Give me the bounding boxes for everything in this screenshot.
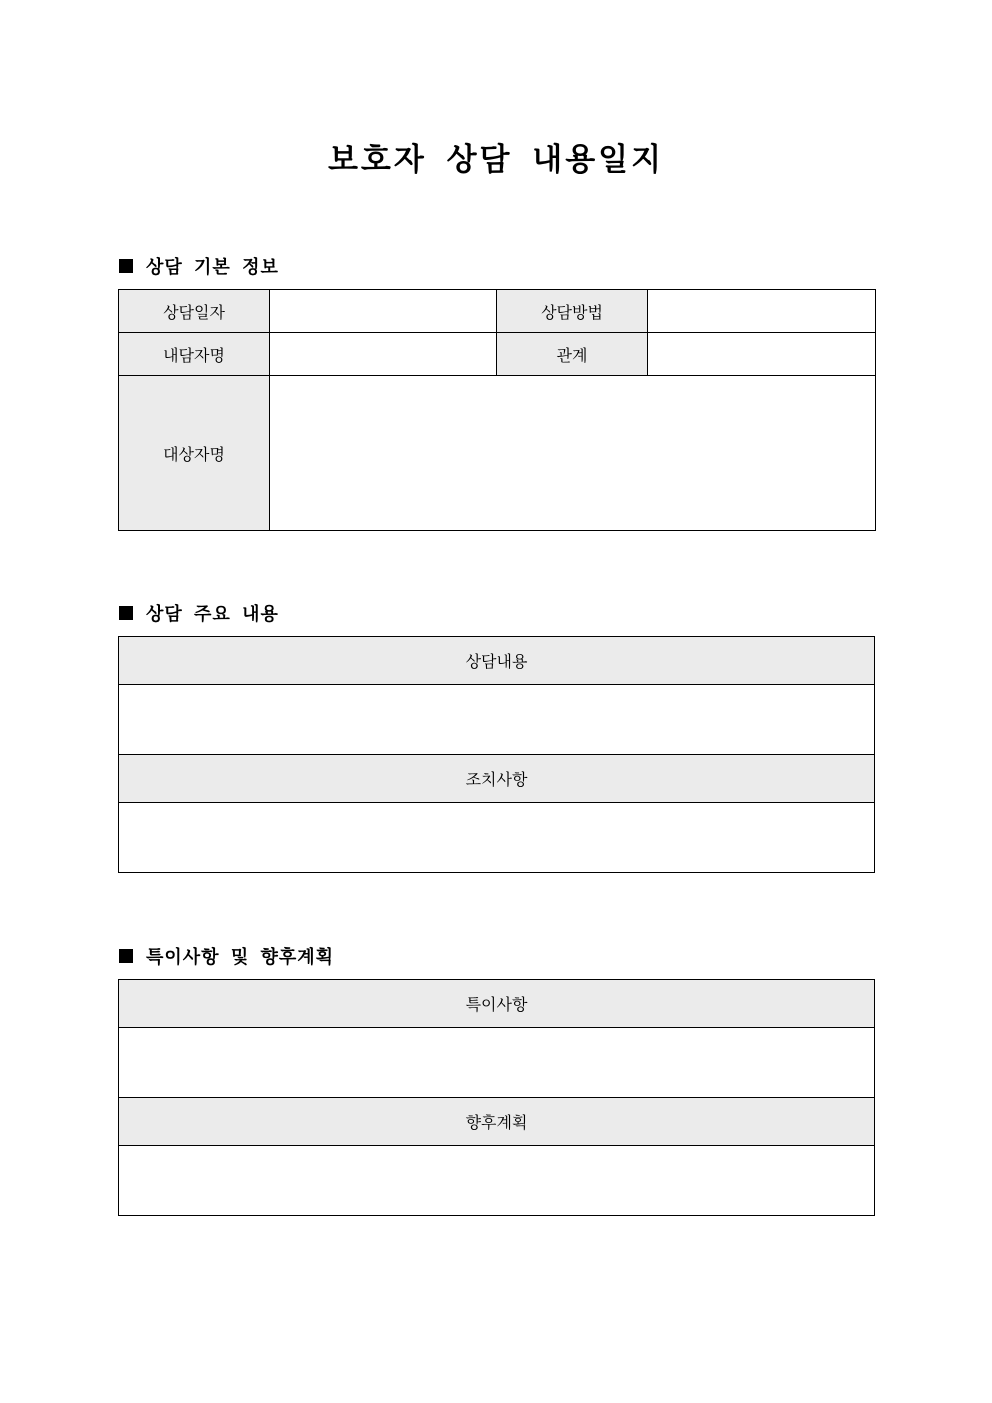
future-plan-field[interactable] [119,1146,875,1216]
notes-plans-table [118,979,875,1216]
consult-content-label: 상담내용 [119,637,875,685]
table-row [119,637,875,685]
visitor-name-label: 내담자명 [119,333,270,376]
consult-date-field[interactable] [270,290,497,333]
table-row [119,290,876,333]
consult-method-label: 상담방법 [497,290,648,333]
table-row [119,1146,875,1216]
table-row [119,685,875,755]
future-plan-label: 향후계획 [119,1098,875,1146]
table-row [119,376,876,531]
relation-label: 관계 [497,333,648,376]
table-row [119,1098,875,1146]
consult-content-field[interactable] [119,685,875,755]
action-taken-label: 조치사항 [119,755,875,803]
action-taken-field[interactable] [119,803,875,873]
table-row [119,803,875,873]
consult-date-label: 상담일자 [119,290,270,333]
basic-info-table [118,289,876,531]
relation-field[interactable] [648,333,876,376]
main-content-table [118,636,875,873]
section-heading-label: 상담 기본 정보 [146,257,279,278]
black-square-icon [119,949,133,963]
subject-name-field[interactable] [270,376,876,531]
section-heading-notes-plans [119,943,334,969]
section-heading-main-content [119,600,279,626]
table-row [119,333,876,376]
table-row [119,755,875,803]
section-heading-label: 특이사항 및 향후계획 [146,947,335,968]
special-notes-label: 특이사항 [119,980,875,1028]
black-square-icon [119,259,133,273]
special-notes-field[interactable] [119,1028,875,1098]
consult-method-field[interactable] [648,290,876,333]
page-title: 보호자 상담 내용일지 [327,142,665,178]
section-heading-basic-info [119,253,279,279]
black-square-icon [119,606,133,620]
table-row [119,980,875,1028]
section-heading-label: 상담 주요 내용 [146,604,279,625]
subject-name-label: 대상자명 [119,376,270,531]
visitor-name-field[interactable] [270,333,497,376]
table-row [119,1028,875,1098]
